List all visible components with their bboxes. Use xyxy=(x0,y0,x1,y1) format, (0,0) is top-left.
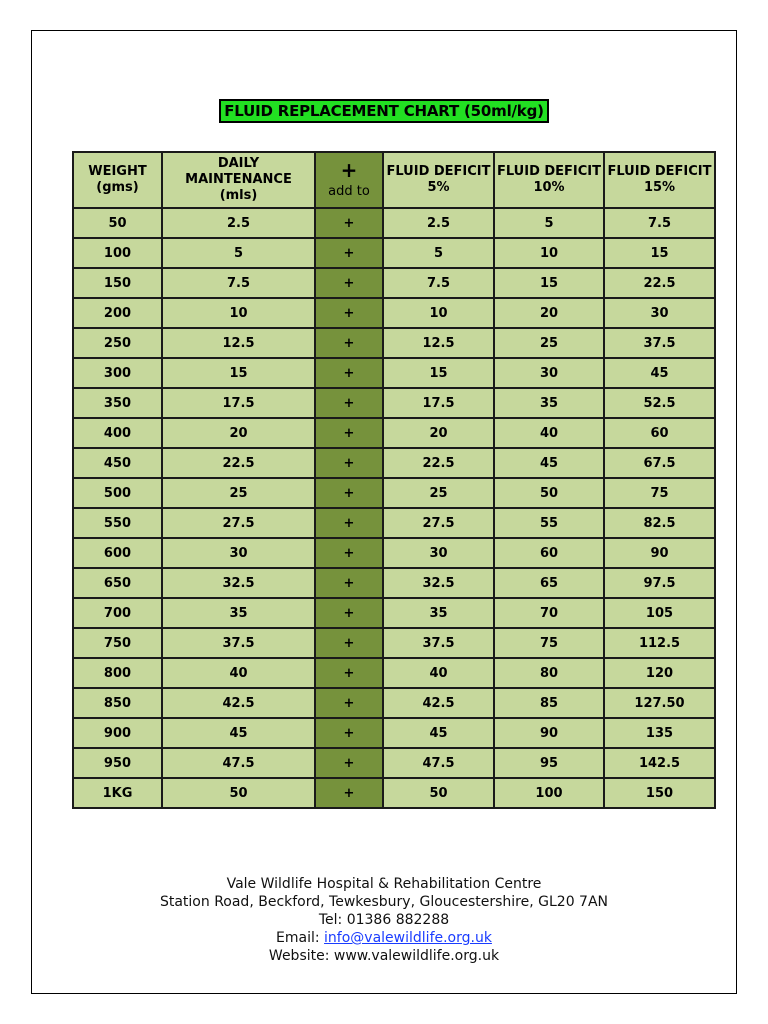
cell-weight: 350 xyxy=(73,388,162,418)
footer-telephone: Tel: 01386 882288 xyxy=(318,912,450,928)
cell-deficit-5: 7.5 xyxy=(383,268,494,298)
cell-deficit-10: 55 xyxy=(494,508,604,538)
table-row xyxy=(73,418,715,448)
header-deficit5-line1: FLUID DEFICIT xyxy=(386,164,491,179)
table-row xyxy=(73,688,715,718)
cell-weight: 700 xyxy=(73,598,162,628)
cell-deficit-15: 60 xyxy=(604,418,715,448)
cell-weight: 250 xyxy=(73,328,162,358)
cell-daily-maintenance: 22.5 xyxy=(162,448,315,478)
cell-deficit-15: 127.50 xyxy=(604,688,715,718)
cell-deficit-10: 95 xyxy=(494,748,604,778)
cell-deficit-5: 30 xyxy=(383,538,494,568)
table-row xyxy=(73,508,715,538)
cell-daily-maintenance: 5 xyxy=(162,238,315,268)
cell-deficit-15: 150 xyxy=(604,778,715,808)
cell-deficit-10: 15 xyxy=(494,268,604,298)
cell-daily-maintenance: 42.5 xyxy=(162,688,315,718)
email-link[interactable]: info@valewildlife.org.uk xyxy=(324,930,492,946)
plus-icon: + xyxy=(340,158,358,182)
cell-add-to: + xyxy=(315,448,383,478)
table-row xyxy=(73,358,715,388)
cell-add-to: + xyxy=(315,358,383,388)
header-deficit-5 xyxy=(383,152,494,208)
footer-email-label: Email: xyxy=(276,930,325,946)
cell-daily-maintenance: 50 xyxy=(162,778,315,808)
cell-deficit-5: 50 xyxy=(383,778,494,808)
table-row xyxy=(73,628,715,658)
cell-deficit-5: 22.5 xyxy=(383,448,494,478)
cell-weight: 600 xyxy=(73,538,162,568)
cell-daily-maintenance: 12.5 xyxy=(162,328,315,358)
cell-weight: 550 xyxy=(73,508,162,538)
cell-add-to: + xyxy=(315,418,383,448)
cell-deficit-15: 37.5 xyxy=(604,328,715,358)
cell-deficit-5: 45 xyxy=(383,718,494,748)
cell-daily-maintenance: 15 xyxy=(162,358,315,388)
fluid-replacement-table xyxy=(72,151,716,809)
table-row xyxy=(73,268,715,298)
cell-deficit-15: 67.5 xyxy=(604,448,715,478)
footer-email-line xyxy=(0,929,768,947)
cell-deficit-10: 60 xyxy=(494,538,604,568)
table-header xyxy=(73,152,715,208)
header-deficit-10 xyxy=(494,152,604,208)
cell-weight: 850 xyxy=(73,688,162,718)
cell-add-to: + xyxy=(315,598,383,628)
cell-deficit-10: 90 xyxy=(494,718,604,748)
header-deficit10-line1: FLUID DEFICIT xyxy=(496,164,602,179)
footer-website: Website: www.valewildlife.org.uk xyxy=(268,948,500,964)
table-row xyxy=(73,598,715,628)
header-weight-line2: (gms) xyxy=(96,180,139,195)
cell-deficit-10: 75 xyxy=(494,628,604,658)
cell-deficit-15: 52.5 xyxy=(604,388,715,418)
cell-add-to: + xyxy=(315,328,383,358)
header-weight-line1: WEIGHT xyxy=(88,164,147,179)
cell-weight: 400 xyxy=(73,418,162,448)
cell-weight: 1KG xyxy=(73,778,162,808)
cell-daily-maintenance: 37.5 xyxy=(162,628,315,658)
table-row xyxy=(73,538,715,568)
header-deficit15-line2: 15% xyxy=(643,180,676,195)
cell-deficit-5: 40 xyxy=(383,658,494,688)
cell-add-to: + xyxy=(315,388,383,418)
cell-deficit-10: 5 xyxy=(494,208,604,238)
cell-deficit-5: 15 xyxy=(383,358,494,388)
cell-weight: 750 xyxy=(73,628,162,658)
table-row xyxy=(73,298,715,328)
cell-deficit-5: 2.5 xyxy=(383,208,494,238)
cell-add-to: + xyxy=(315,658,383,688)
cell-deficit-15: 22.5 xyxy=(604,268,715,298)
cell-weight: 150 xyxy=(73,268,162,298)
cell-add-to: + xyxy=(315,298,383,328)
cell-add-to: + xyxy=(315,628,383,658)
table-row xyxy=(73,778,715,808)
cell-weight: 300 xyxy=(73,358,162,388)
cell-deficit-10: 25 xyxy=(494,328,604,358)
cell-deficit-5: 47.5 xyxy=(383,748,494,778)
cell-deficit-15: 142.5 xyxy=(604,748,715,778)
footer-organisation: Vale Wildlife Hospital & Rehabilitation Centre xyxy=(226,876,542,892)
cell-deficit-10: 40 xyxy=(494,418,604,448)
cell-deficit-15: 120 xyxy=(604,658,715,688)
cell-deficit-15: 135 xyxy=(604,718,715,748)
cell-add-to: + xyxy=(315,508,383,538)
header-row xyxy=(73,152,715,208)
cell-deficit-10: 30 xyxy=(494,358,604,388)
cell-add-to: + xyxy=(315,718,383,748)
cell-deficit-10: 20 xyxy=(494,298,604,328)
header-deficit-15 xyxy=(604,152,715,208)
cell-deficit-10: 35 xyxy=(494,388,604,418)
cell-weight: 800 xyxy=(73,658,162,688)
cell-weight: 450 xyxy=(73,448,162,478)
header-weight xyxy=(73,152,162,208)
cell-deficit-5: 25 xyxy=(383,478,494,508)
cell-add-to: + xyxy=(315,778,383,808)
cell-daily-maintenance: 20 xyxy=(162,418,315,448)
cell-deficit-5: 32.5 xyxy=(383,568,494,598)
header-daily-line1: DAILY xyxy=(217,156,260,171)
header-deficit10-line2: 10% xyxy=(533,180,565,195)
cell-daily-maintenance: 7.5 xyxy=(162,268,315,298)
footer-address: Station Road, Beckford, Tewkesbury, Gloucestershire, GL20 7AN xyxy=(159,894,609,910)
cell-daily-maintenance: 27.5 xyxy=(162,508,315,538)
table-row xyxy=(73,478,715,508)
cell-weight: 650 xyxy=(73,568,162,598)
cell-add-to: + xyxy=(315,268,383,298)
header-daily-line2: MAINTENANCE xyxy=(185,172,292,187)
header-daily-line3: (mls) xyxy=(219,188,258,203)
table-row xyxy=(73,448,715,478)
cell-add-to: + xyxy=(315,478,383,508)
table-row xyxy=(73,238,715,268)
header-deficit15-line1: FLUID DEFICIT xyxy=(607,164,712,179)
cell-daily-maintenance: 47.5 xyxy=(162,748,315,778)
table-body xyxy=(73,208,715,808)
cell-deficit-5: 35 xyxy=(383,598,494,628)
cell-deficit-10: 80 xyxy=(494,658,604,688)
cell-deficit-15: 97.5 xyxy=(604,568,715,598)
cell-add-to: + xyxy=(315,238,383,268)
cell-deficit-15: 90 xyxy=(604,538,715,568)
table-row xyxy=(73,328,715,358)
cell-deficit-10: 100 xyxy=(494,778,604,808)
cell-daily-maintenance: 17.5 xyxy=(162,388,315,418)
cell-weight: 900 xyxy=(73,718,162,748)
cell-deficit-5: 10 xyxy=(383,298,494,328)
title-wrap xyxy=(0,99,768,123)
cell-weight: 100 xyxy=(73,238,162,268)
cell-deficit-5: 20 xyxy=(383,418,494,448)
cell-daily-maintenance: 10 xyxy=(162,298,315,328)
cell-deficit-15: 112.5 xyxy=(604,628,715,658)
cell-daily-maintenance: 40 xyxy=(162,658,315,688)
cell-deficit-15: 82.5 xyxy=(604,508,715,538)
cell-deficit-10: 85 xyxy=(494,688,604,718)
cell-daily-maintenance: 32.5 xyxy=(162,568,315,598)
cell-daily-maintenance: 25 xyxy=(162,478,315,508)
cell-deficit-10: 45 xyxy=(494,448,604,478)
cell-deficit-10: 65 xyxy=(494,568,604,598)
cell-deficit-5: 17.5 xyxy=(383,388,494,418)
cell-add-to: + xyxy=(315,748,383,778)
header-add-to-label: add to xyxy=(328,184,370,199)
cell-deficit-5: 27.5 xyxy=(383,508,494,538)
header-daily-maintenance xyxy=(162,152,315,208)
cell-deficit-15: 15 xyxy=(604,238,715,268)
cell-add-to: + xyxy=(315,538,383,568)
cell-weight: 950 xyxy=(73,748,162,778)
header-add-to xyxy=(315,152,383,208)
cell-deficit-10: 70 xyxy=(494,598,604,628)
cell-deficit-5: 37.5 xyxy=(383,628,494,658)
cell-deficit-15: 30 xyxy=(604,298,715,328)
header-deficit5-line2: 5% xyxy=(427,180,450,195)
cell-daily-maintenance: 2.5 xyxy=(162,208,315,238)
cell-deficit-15: 7.5 xyxy=(604,208,715,238)
cell-deficit-15: 45 xyxy=(604,358,715,388)
table-row xyxy=(73,658,715,688)
cell-daily-maintenance: 45 xyxy=(162,718,315,748)
cell-weight: 500 xyxy=(73,478,162,508)
cell-deficit-15: 75 xyxy=(604,478,715,508)
table-row xyxy=(73,388,715,418)
cell-add-to: + xyxy=(315,208,383,238)
cell-daily-maintenance: 35 xyxy=(162,598,315,628)
chart-title: FLUID REPLACEMENT CHART (50ml/kg) xyxy=(219,99,549,123)
table-row xyxy=(73,568,715,598)
cell-add-to: + xyxy=(315,568,383,598)
table-row xyxy=(73,748,715,778)
cell-deficit-5: 5 xyxy=(383,238,494,268)
cell-deficit-15: 105 xyxy=(604,598,715,628)
cell-add-to: + xyxy=(315,688,383,718)
cell-daily-maintenance: 30 xyxy=(162,538,315,568)
footer xyxy=(0,875,768,965)
table-row xyxy=(73,208,715,238)
cell-deficit-5: 12.5 xyxy=(383,328,494,358)
cell-deficit-10: 50 xyxy=(494,478,604,508)
cell-weight: 50 xyxy=(73,208,162,238)
cell-deficit-5: 42.5 xyxy=(383,688,494,718)
cell-weight: 200 xyxy=(73,298,162,328)
cell-deficit-10: 10 xyxy=(494,238,604,268)
table-row xyxy=(73,718,715,748)
